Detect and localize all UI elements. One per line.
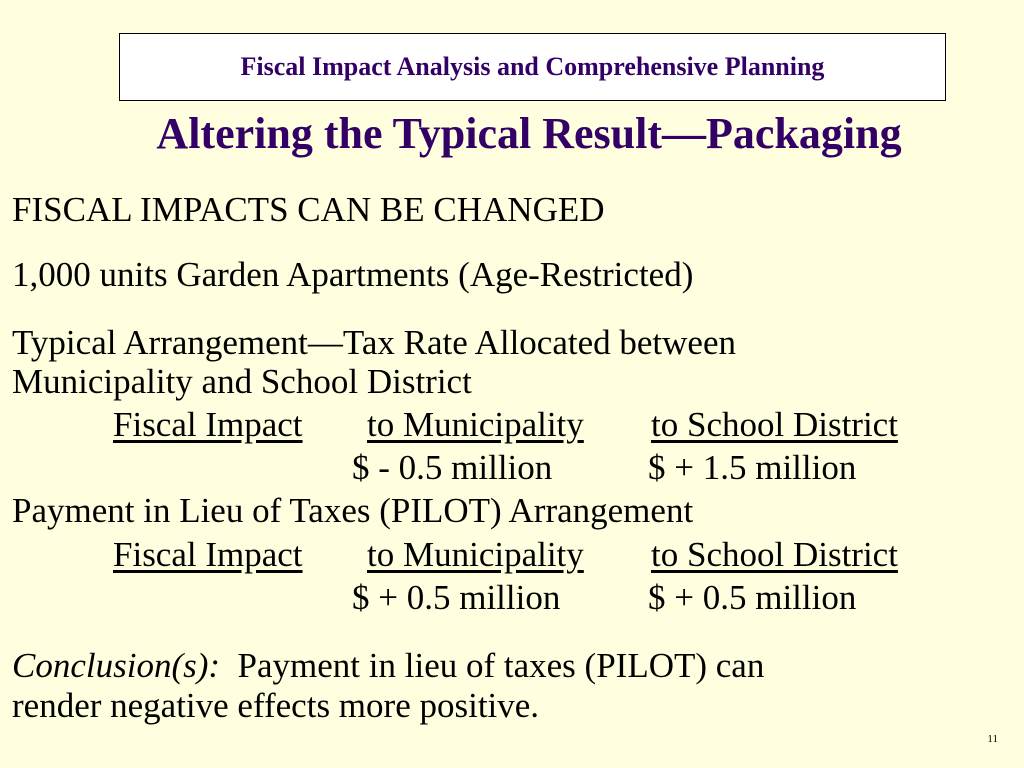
typical-line-2: Municipality and School District xyxy=(12,362,472,401)
conclusion-label: Conclusion(s): xyxy=(12,646,221,685)
conclusion-text-2: render negative effects more positive. xyxy=(12,686,540,725)
pilot-school-value: $ + 0.5 million xyxy=(648,578,857,617)
conclusion-text-1: Payment in lieu of taxes (PILOT) can xyxy=(237,646,765,685)
pilot-col-municipality: to Municipality xyxy=(367,535,584,574)
pilot-line: Payment in Lieu of Taxes (PILOT) Arrangement xyxy=(12,491,694,530)
typical-col-municipality: to Municipality xyxy=(367,405,584,444)
typical-municipality-value: $ - 0.5 million xyxy=(352,448,553,487)
typical-school-value: $ + 1.5 million xyxy=(648,448,857,487)
pilot-col-impact: Fiscal Impact xyxy=(113,535,303,574)
conclusion-line-1 xyxy=(12,646,764,686)
slide-title: Altering the Typical Result—Packaging xyxy=(156,109,902,158)
header-box xyxy=(119,33,946,101)
page-number: 11 xyxy=(987,733,998,745)
pilot-municipality-value: $ + 0.5 million xyxy=(352,578,561,617)
heading: FISCAL IMPACTS CAN BE CHANGED xyxy=(12,190,605,229)
typical-col-impact: Fiscal Impact xyxy=(113,405,303,444)
units-line: 1,000 units Garden Apartments (Age-Restricted) xyxy=(12,255,694,294)
typical-col-school: to School District xyxy=(651,405,898,444)
header-title: Fiscal Impact Analysis and Comprehensive Planning xyxy=(240,52,825,81)
typical-line-1: Typical Arrangement—Tax Rate Allocated between xyxy=(12,323,736,362)
pilot-col-school: to School District xyxy=(651,535,898,574)
